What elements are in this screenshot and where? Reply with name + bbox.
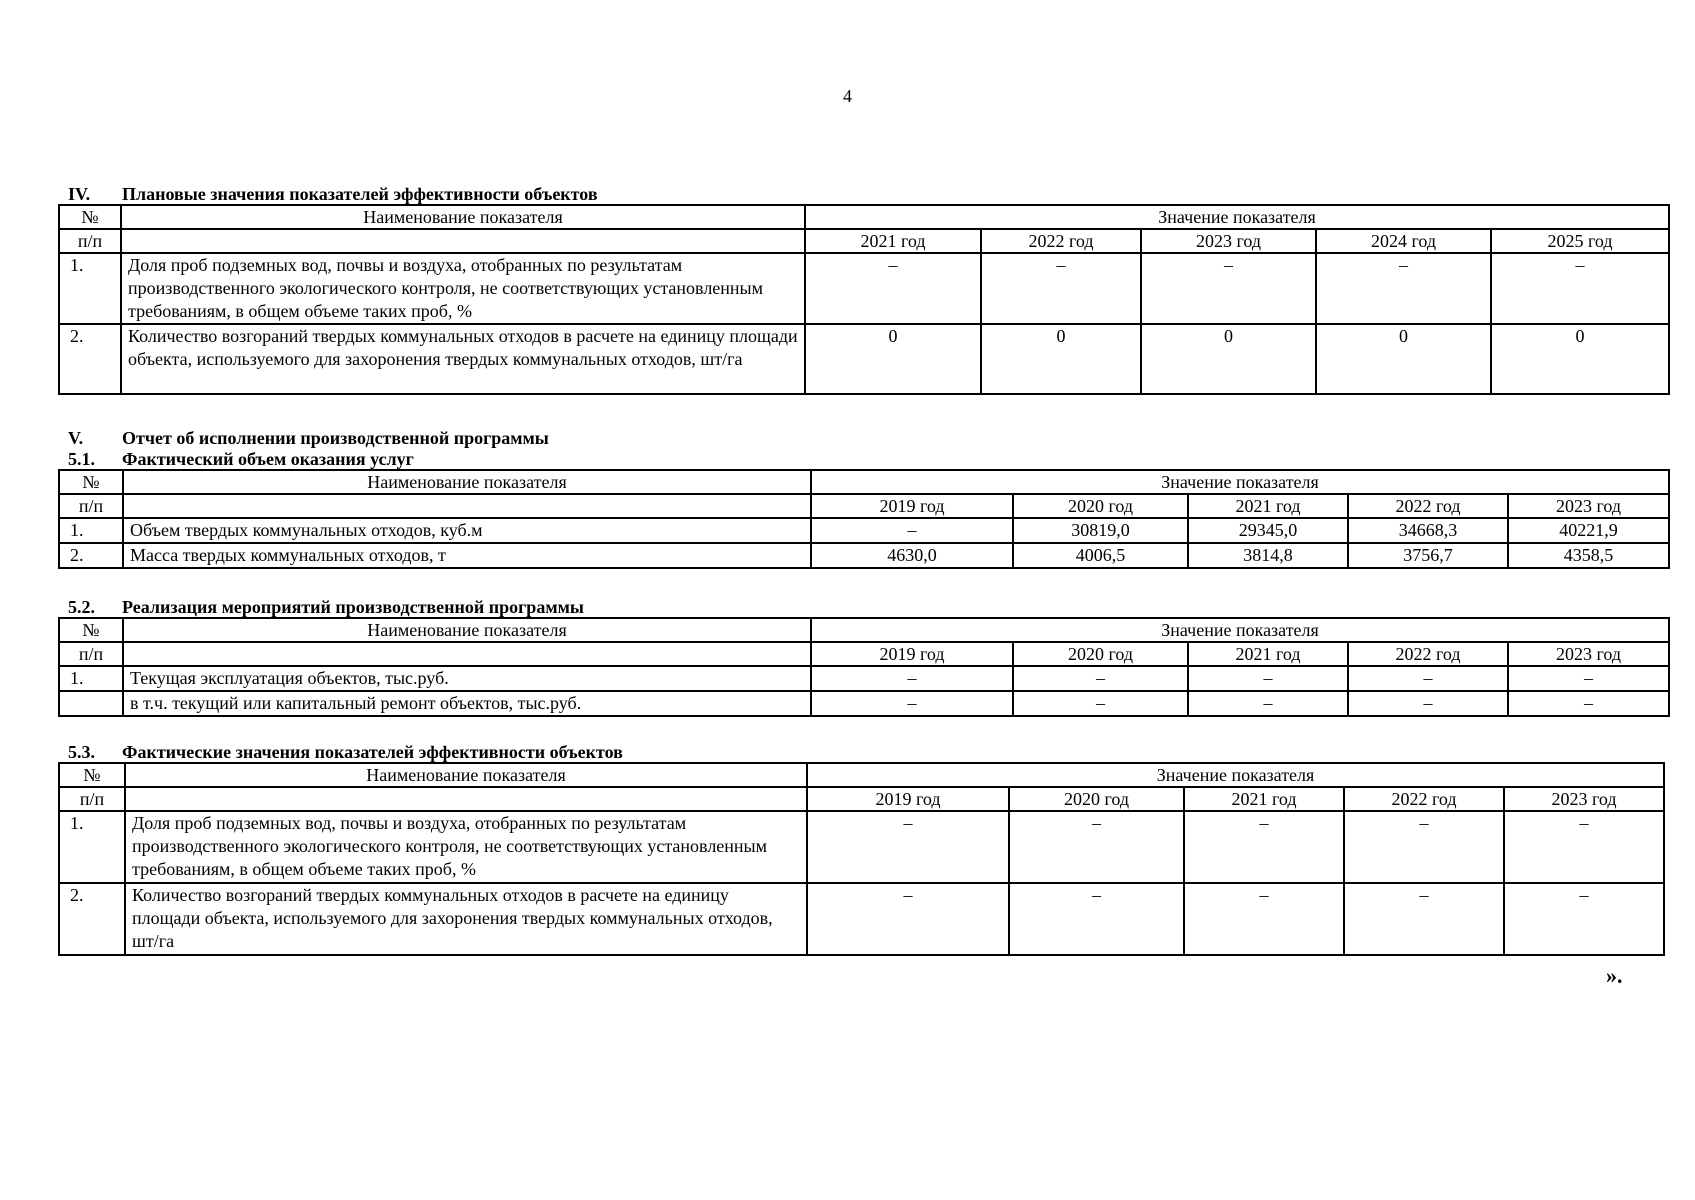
value-cell: 0 — [1491, 324, 1669, 394]
value-cell: 4630,0 — [811, 543, 1013, 568]
section-number: 5.3. — [68, 742, 95, 762]
header-number-cell: № — [59, 618, 123, 642]
header-number-cell: п/п — [59, 787, 125, 811]
section-5-2 — [58, 597, 1668, 717]
year-header: 2022 год — [1348, 642, 1508, 666]
year-header: 2023 год — [1504, 787, 1664, 811]
header-value-cell: Значение показателя — [805, 205, 1669, 229]
header-number-cell: № — [59, 763, 125, 787]
row-name: Объем твердых коммунальных отходов, куб.м — [123, 518, 811, 543]
value-cell: – — [805, 253, 981, 324]
header-number-cell: п/п — [59, 229, 121, 253]
year-header: 2019 год — [811, 642, 1013, 666]
year-header: 2022 год — [1348, 494, 1508, 518]
program-activities-table — [58, 617, 1670, 717]
page-number: 4 — [843, 86, 852, 106]
actual-volume-table — [58, 469, 1670, 569]
value-cell: 0 — [1141, 324, 1316, 394]
value-cell: – — [1184, 811, 1344, 883]
header-value-cell: Значение показателя — [811, 618, 1669, 642]
year-header: 2021 год — [1188, 642, 1348, 666]
value-cell: – — [1009, 811, 1184, 883]
header-name-cell — [123, 642, 811, 666]
year-header: 2023 год — [1141, 229, 1316, 253]
section-heading — [58, 449, 1668, 469]
year-header: 2020 год — [1013, 494, 1188, 518]
planned-indicators-table — [58, 204, 1670, 395]
value-cell: 0 — [805, 324, 981, 394]
row-name: Текущая эксплуатация объектов, тыс.руб. — [123, 666, 811, 691]
year-header: 2025 год — [1491, 229, 1669, 253]
section-heading — [58, 597, 1668, 617]
value-cell: 0 — [981, 324, 1141, 394]
row-number — [59, 691, 123, 716]
header-value-cell: Значение показателя — [811, 470, 1669, 494]
value-cell: – — [1013, 666, 1188, 691]
header-name-cell: Наименование показателя — [121, 205, 805, 229]
header-name-cell: Наименование показателя — [125, 763, 807, 787]
section-5-3 — [58, 742, 1663, 956]
section-number: 5.1. — [68, 449, 95, 469]
header-name-cell — [125, 787, 807, 811]
header-number-cell: № — [59, 470, 123, 494]
year-header: 2021 год — [805, 229, 981, 253]
table-row — [59, 543, 1669, 568]
row-name: Масса твердых коммунальных отходов, т — [123, 543, 811, 568]
value-cell: – — [1188, 691, 1348, 716]
value-cell: – — [981, 253, 1141, 324]
header-name-cell — [123, 494, 811, 518]
value-cell: – — [1504, 811, 1664, 883]
value-cell: – — [1344, 811, 1504, 883]
value-cell: 40221,9 — [1508, 518, 1669, 543]
row-name: Количество возгораний твердых коммунальных отходов в расчете на единицу площади объекта, используемого для захоронения твердых коммунальных отходов, шт/га — [125, 883, 807, 955]
row-name: Количество возгораний твердых коммунальных отходов в расчете на единицу площади объекта, используемого для захоронения твердых коммунальных отходов, шт/га — [121, 324, 805, 394]
row-name: в т.ч. текущий или капитальный ремонт объектов, тыс.руб. — [123, 691, 811, 716]
header-value-cell: Значение показателя — [807, 763, 1664, 787]
value-cell: – — [1009, 883, 1184, 955]
table-row — [59, 518, 1669, 543]
value-cell: – — [1141, 253, 1316, 324]
value-cell: – — [1508, 666, 1669, 691]
section-iv — [58, 184, 1668, 395]
year-header: 2020 год — [1013, 642, 1188, 666]
value-cell: – — [1491, 253, 1669, 324]
value-cell: – — [1508, 691, 1669, 716]
row-number: 1. — [59, 253, 121, 324]
header-name-cell: Наименование показателя — [123, 470, 811, 494]
value-cell: – — [811, 518, 1013, 543]
closing-quote-mark: ». — [1606, 963, 1623, 988]
year-header: 2021 год — [1188, 494, 1348, 518]
value-cell: 4358,5 — [1508, 543, 1669, 568]
row-number: 1. — [59, 666, 123, 691]
section-v — [58, 428, 1668, 448]
value-cell: – — [1188, 666, 1348, 691]
value-cell: – — [1013, 691, 1188, 716]
header-name-cell — [121, 229, 805, 253]
row-number: 2. — [59, 324, 121, 394]
table-row — [59, 811, 1664, 883]
row-number: 2. — [59, 883, 125, 955]
value-cell: – — [1348, 666, 1508, 691]
section-title: Фактические значения показателей эффективности объектов — [122, 742, 623, 762]
year-header: 2022 год — [981, 229, 1141, 253]
row-number: 2. — [59, 543, 123, 568]
value-cell: – — [1316, 253, 1491, 324]
table-row — [59, 324, 1669, 394]
section-title: Отчет об исполнении производственной программы — [122, 428, 549, 448]
value-cell: – — [1184, 883, 1344, 955]
table-row — [59, 691, 1669, 716]
section-number: IV. — [68, 184, 91, 204]
row-number: 1. — [59, 811, 125, 883]
section-heading — [58, 184, 1668, 204]
year-header: 2019 год — [807, 787, 1009, 811]
actual-indicators-table — [58, 762, 1665, 956]
value-cell: – — [1344, 883, 1504, 955]
section-5-1 — [58, 449, 1668, 569]
year-header: 2023 год — [1508, 642, 1669, 666]
value-cell: 34668,3 — [1348, 518, 1508, 543]
year-header: 2024 год — [1316, 229, 1491, 253]
table-row — [59, 883, 1664, 955]
year-header: 2023 год — [1508, 494, 1669, 518]
year-header: 2022 год — [1344, 787, 1504, 811]
value-cell: 29345,0 — [1188, 518, 1348, 543]
value-cell: 30819,0 — [1013, 518, 1188, 543]
value-cell: – — [1504, 883, 1664, 955]
section-title: Реализация мероприятий производственной программы — [122, 597, 584, 617]
section-title: Фактический объем оказания услуг — [122, 449, 414, 469]
section-title: Плановые значения показателей эффективности объектов — [122, 184, 598, 204]
value-cell: – — [807, 883, 1009, 955]
row-name: Доля проб подземных вод, почвы и воздуха, отобранных по результатам производственного экологического контроля, не соответствующих установленным требованиям, в общем объеме таких проб, % — [125, 811, 807, 883]
table-row — [59, 253, 1669, 324]
value-cell: 0 — [1316, 324, 1491, 394]
header-name-cell: Наименование показателя — [123, 618, 811, 642]
value-cell: – — [811, 666, 1013, 691]
value-cell: 3814,8 — [1188, 543, 1348, 568]
year-header: 2019 год — [811, 494, 1013, 518]
header-number-cell: № — [59, 205, 121, 229]
row-number: 1. — [59, 518, 123, 543]
year-header: 2021 год — [1184, 787, 1344, 811]
value-cell: 3756,7 — [1348, 543, 1508, 568]
year-header: 2020 год — [1009, 787, 1184, 811]
section-number: V. — [68, 428, 84, 448]
table-row — [59, 666, 1669, 691]
value-cell: 4006,5 — [1013, 543, 1188, 568]
section-heading — [58, 428, 1668, 448]
value-cell: – — [807, 811, 1009, 883]
value-cell: – — [1348, 691, 1508, 716]
header-number-cell: п/п — [59, 642, 123, 666]
header-number-cell: п/п — [59, 494, 123, 518]
row-name: Доля проб подземных вод, почвы и воздуха, отобранных по результатам производственного экологического контроля, не соответствующих установленным требованиям, в общем объеме таких проб, % — [121, 253, 805, 324]
value-cell: – — [811, 691, 1013, 716]
section-heading — [58, 742, 1663, 762]
section-number: 5.2. — [68, 597, 95, 617]
